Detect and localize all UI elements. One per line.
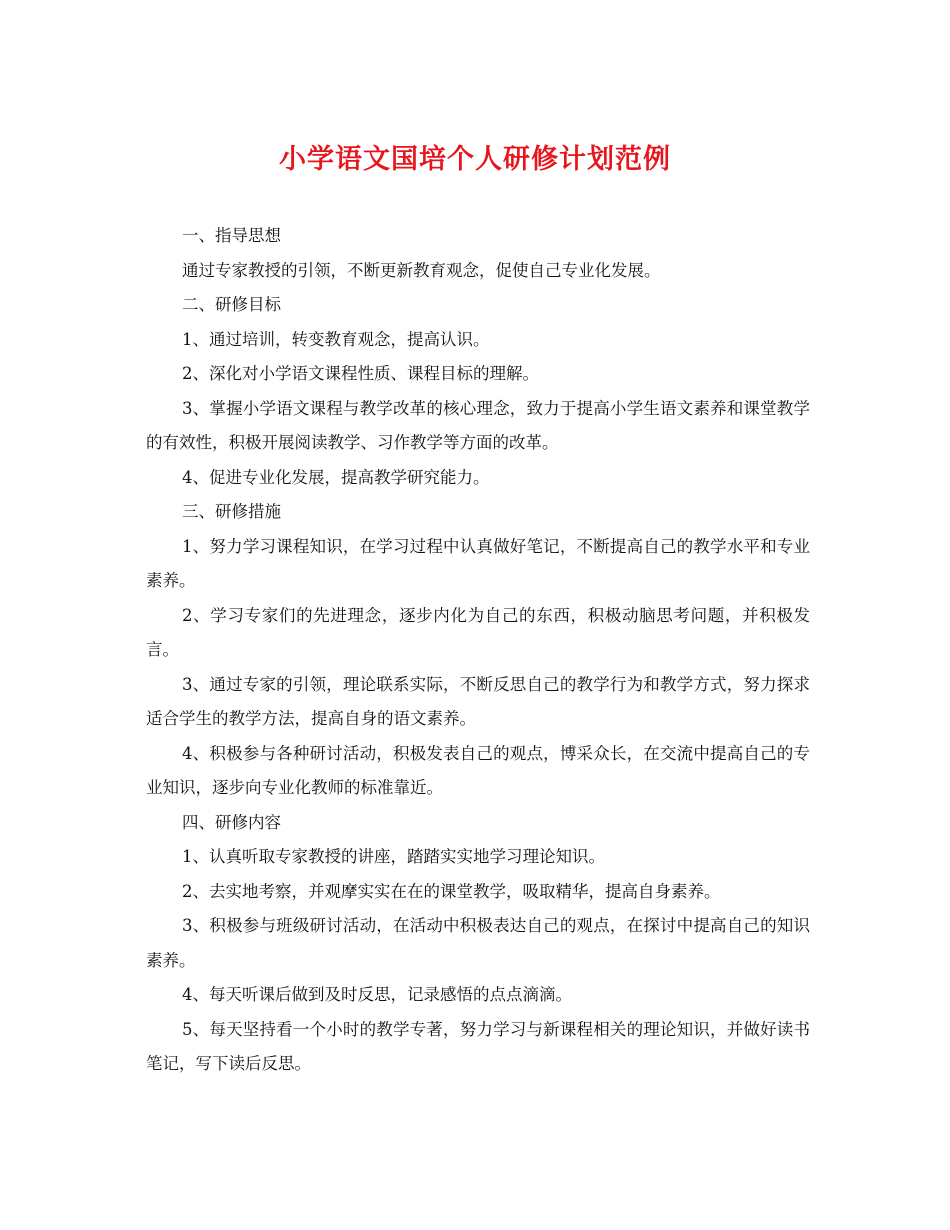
list-item: 2、学习专家们的先进理念，逐步内化为自己的东西，积极动脑思考问题，并积极发言。 [146, 605, 810, 659]
list-item: 1、努力学习课程知识，在学习过程中认真做好笔记，不断提高自己的教学水平和专业素养。 [146, 536, 810, 590]
list-item: 3、通过专家的引领，理论联系实际，不断反思自己的教学行为和教学方式，努力探求适合学生的教学方法，提高自身的语文素养。 [146, 674, 810, 728]
list-item: 1、通过培训，转变教育观念，提高认识。 [182, 329, 490, 349]
document-body [146, 219, 810, 1082]
list-item: 2、深化对小学语文课程性质、课程目标的理解。 [182, 364, 539, 383]
list-item: 5、每天坚持看一个小时的教学专著，努力学习与新课程相关的理论知识，并做好读书笔记，写下读后反思。 [146, 1019, 810, 1073]
list-item: 4、积极参与各种研讨活动，积极发表自己的观点，博采众长，在交流中提高自己的专业知识，逐步向专业化教师的标准靠近。 [146, 743, 810, 797]
list-item: 3、积极参与班级研讨活动，在活动中积极表达自己的观点，在探讨中提高自己的知识素养。 [146, 916, 810, 970]
paragraph: 通过专家教授的引领，不断更新教育观念，促使自己专业化发展。 [182, 260, 661, 280]
list-item: 2、去实地考察，并观摩实实在在的课堂教学，吸取精华，提高自身素养。 [182, 881, 721, 901]
section-heading-study-goals: 二、研修目标 [182, 295, 281, 314]
list-item: 3、掌握小学语文课程与教学改革的核心理念，致力于提高小学生语文素养和课堂教学的有效性，积极开展阅读教学、习作教学等方面的改革。 [146, 398, 810, 452]
section-heading-study-content: 四、研修内容 [182, 812, 281, 832]
list-item: 4、每天听课后做到及时反思，记录感悟的点点滴滴。 [182, 985, 572, 1004]
list-item: 1、认真听取专家教授的讲座，踏踏实实地学习理论知识。 [182, 847, 605, 866]
section-heading-study-measures: 三、研修措施 [182, 502, 281, 521]
list-item: 4、促进专业化发展，提高教学研究能力。 [182, 467, 490, 487]
document-title: 小学语文国培个人研修计划范例 [279, 144, 671, 175]
section-heading-guiding-ideology: 一、指导思想 [182, 226, 281, 245]
